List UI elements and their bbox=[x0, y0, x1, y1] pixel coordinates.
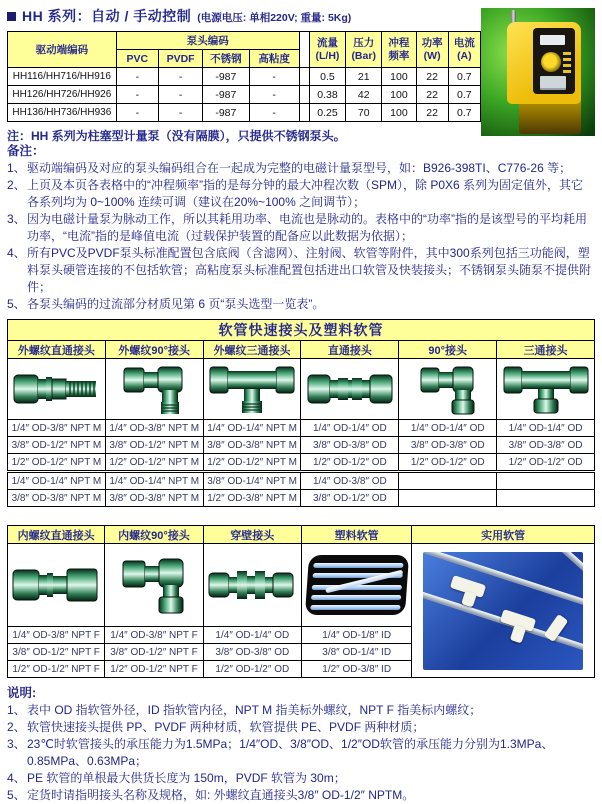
col-header-drive-code: 驱动端编码 bbox=[8, 32, 117, 68]
male-elbow-fitting-image bbox=[107, 360, 202, 418]
female-straight-fitting-image bbox=[9, 545, 103, 625]
list-item: 3、 23℃时软管接头的承压能力为1.5MPa；1/4″OD、3/8″OD、1/2″OD软管的承压能力分别为1.3MPa、0.85MPa、0.63MPa； bbox=[7, 737, 554, 769]
table-row: 3/8″ OD-3/8″ NPT M 3/8″ OD-3/8″ NPT M 1/2″ OD-3/8″ NPT M 3/8″ OD-1/2″ OD bbox=[8, 490, 595, 507]
pvc-cell: - bbox=[116, 86, 158, 104]
col-header-plastic-tubing: 塑料软管 bbox=[301, 526, 411, 544]
notes-section bbox=[7, 683, 595, 804]
col-header-power: 功率 (W) bbox=[416, 32, 448, 68]
pump-lcd-display bbox=[540, 35, 565, 45]
viscosity-cell: - bbox=[249, 104, 299, 122]
spm-cell: 100 bbox=[382, 68, 416, 86]
drive-code-cell: HH126/HH726/HH926 bbox=[8, 86, 117, 104]
stainless-cell: -987 bbox=[203, 68, 249, 86]
pvc-cell: - bbox=[116, 104, 158, 122]
col-header-pvc: PVC bbox=[116, 50, 158, 68]
col-header-union-tee: 三通接头 bbox=[497, 341, 595, 359]
col-header-pressure: 压力 (Bar) bbox=[346, 32, 382, 68]
spm-cell: 100 bbox=[382, 104, 416, 122]
spacer-cell bbox=[299, 68, 309, 86]
list-item: 2、 软管快速接头提供 PP、PVDF 两种材质，软管提供 PE、PVDF 两种材质； bbox=[7, 720, 425, 735]
list-item: 4、 PE 软管的单根最大供货长度为 150m，PVDF 软管为 30m； bbox=[7, 771, 346, 786]
remarks-section bbox=[7, 141, 595, 313]
fittings-table-2 bbox=[7, 525, 595, 678]
col-header-male-elbow: 外螺纹90°接头 bbox=[105, 341, 203, 359]
female-elbow-fitting-image bbox=[106, 545, 201, 625]
power-cell: 22 bbox=[416, 68, 448, 86]
table-row bbox=[8, 68, 481, 86]
fittings1-header-row bbox=[8, 341, 595, 359]
fittings2-image-row bbox=[8, 544, 595, 627]
list-item: 5、 定货时请指明接头名称及规格，如: 外螺纹直通接头3/8″ OD-1/2″ NPTM。 bbox=[7, 788, 415, 803]
table-row: 1/4″ OD-1/4″ NPT M 1/4″ OD-1/4″ NPT M 3/8″ OD-1/4″ NPT M 1/4″ OD-3/8″ OD bbox=[8, 472, 595, 490]
drive-code-cell: HH136/HH736/HH936 bbox=[8, 104, 117, 122]
remarks-title: 备注： bbox=[7, 144, 45, 158]
spec-header-row-1 bbox=[8, 32, 481, 50]
col-header-tubing-application: 实用软管 bbox=[412, 526, 595, 544]
col-header-male-tee: 外螺纹三通接头 bbox=[203, 341, 301, 359]
flow-cell: 0.5 bbox=[309, 68, 345, 86]
fittings-banner: 软管快速接头及塑料软管 bbox=[8, 320, 595, 341]
col-header-flow: 流量 (L/H) bbox=[309, 32, 345, 68]
table-row: 1/4″ OD-3/8″ NPT M 1/4″ OD-3/8″ NPT M 1/4″ OD-1/4″ NPT M 1/4″ OD-1/4″ OD 1/4″ OD-1/4″ OD 1/4″ OD-1/4″ OD bbox=[8, 420, 595, 437]
section-title bbox=[7, 6, 481, 26]
current-cell: 0.7 bbox=[448, 86, 480, 104]
table-row: 3/8″ OD-1/2″ NPT F 3/8″ OD-1/2″ NPT F 3/8″ OD-3/8″ OD 3/8″ OD-1/4″ ID bbox=[8, 644, 595, 661]
stainless-cell: -987 bbox=[203, 86, 249, 104]
pump-panel-markings bbox=[563, 52, 571, 74]
current-cell: 0.7 bbox=[448, 104, 480, 122]
table-row: 1/2″ OD-1/2″ NPT F 1/2″ OD-1/2″ NPT F 1/2″ OD-1/2″ OD 1/2″ OD-3/8″ ID bbox=[8, 661, 595, 678]
col-header-female-elbow: 内螺纹90°接头 bbox=[105, 526, 203, 544]
pressure-cell: 21 bbox=[346, 68, 382, 86]
table-row bbox=[8, 104, 481, 122]
list-item: 5、 各泵头编码的过流部分材质见第 6 页“泵头选型一览表”。 bbox=[7, 297, 325, 312]
col-header-pvdf: PVDF bbox=[158, 50, 202, 68]
spacer-cell bbox=[299, 86, 309, 104]
viscosity-cell: - bbox=[249, 86, 299, 104]
fittings2-header-row bbox=[8, 526, 595, 544]
page-title: HH 系列：自动 / 手动控制 bbox=[22, 8, 192, 24]
pressure-cell: 42 bbox=[346, 86, 382, 104]
viscosity-cell: - bbox=[249, 68, 299, 86]
list-item: 2、 上页及本页各表格中的“冲程频率”指的是每分钟的最大冲程次数（SPM），除 P0X6 系列为固定值外，其它各系列均为 0~100% 连续可调（建议在20%~100% 之间调节）； bbox=[7, 178, 584, 210]
table-row: 1/2″ OD-1/2″ NPT M 1/2″ OD-1/2″ NPT M 1/2″ OD-1/2″ NPT M 1/2″ OD-1/2″ OD 1/2″ OD-1/2″ OD 1/2″ OD-1/2″ OD bbox=[8, 454, 595, 472]
flow-cell: 0.38 bbox=[309, 86, 345, 104]
pump-product-photo bbox=[481, 8, 595, 136]
bulkhead-fitting-image bbox=[205, 545, 300, 625]
col-header-stainless: 不锈钢 bbox=[203, 50, 249, 68]
male-tee-fitting-image bbox=[205, 360, 300, 418]
list-item: 4、 所有PVC及PVDF泵头标准配置包含底阀（含滤网）、注射阀、软管等附件，其中300系列包括三功能阀，塑料泵头硬管连接的不包括软管；高粘度泵头标准配置包括进出口软管及快装接头；不锈钢泵头随泵不提供附件； bbox=[7, 246, 592, 295]
table-row bbox=[8, 86, 481, 104]
col-header-bulkhead: 穿壁接头 bbox=[203, 526, 301, 544]
union-straight-fitting-image bbox=[302, 360, 397, 418]
stainless-cell: -987 bbox=[203, 104, 249, 122]
pvc-cell: - bbox=[116, 68, 158, 86]
list-item: 3、 因为电磁计量泵为脉动工作，所以其耗用功率、电流也是脉动的。表格中的“功率”指的是该型号的平均耗用功率，“电流”指的是峰值电流（过载保护装置的配备应以此数据为依据）； bbox=[7, 212, 587, 244]
notes-title: 说明: bbox=[7, 686, 37, 701]
pvdf-cell: - bbox=[158, 104, 202, 122]
tubing-application-photo bbox=[413, 552, 593, 670]
power-cell: 22 bbox=[416, 104, 448, 122]
top-section bbox=[7, 6, 595, 143]
col-header-current: 电流 (A) bbox=[448, 32, 480, 68]
col-header-union-straight: 直通接头 bbox=[301, 341, 399, 359]
spec-table bbox=[7, 31, 481, 122]
union-elbow-fitting-image bbox=[400, 360, 495, 418]
col-header-male-straight: 外螺纹直通接头 bbox=[8, 341, 106, 359]
col-header-female-straight: 内螺纹直通接头 bbox=[8, 526, 105, 544]
power-cell: 22 bbox=[416, 86, 448, 104]
table-row: 3/8″ OD-1/2″ NPT M 3/8″ OD-1/2″ NPT M 3/8″ OD-3/8″ NPT M 3/8″ OD-3/8″ OD 3/8″ OD-3/8″ OD 3/8″ OD-3/8″ OD bbox=[8, 437, 595, 454]
flow-cell: 0.25 bbox=[309, 104, 345, 122]
union-tee-fitting-image bbox=[498, 360, 593, 418]
list-item: 1、 驱动端编码及对应的泵头编码组合在一起成为完整的电磁计量泵型号，如：B926-398TI、C776-26 等； bbox=[7, 161, 572, 175]
pvdf-cell: - bbox=[158, 86, 202, 104]
pump-label bbox=[540, 76, 566, 88]
col-header-union-elbow: 90°接头 bbox=[399, 341, 497, 359]
pump-dial-knob bbox=[541, 52, 561, 72]
col-header-stroke-rate: 冲程 频率 bbox=[382, 32, 416, 68]
col-header-high-viscosity: 高粘度 bbox=[249, 50, 299, 68]
table-row: 1/4″ OD-3/8″ NPT F 1/4″ OD-3/8″ NPT F 1/4″ OD-1/4″ OD 1/4″ OD-1/8″ ID bbox=[8, 627, 595, 644]
col-header-pump-head-group: 泵头编码 bbox=[116, 32, 299, 50]
pump-control-panel bbox=[533, 28, 575, 94]
page-title-suffix: (电源电压: 单相220V; 重量: 5Kg) bbox=[197, 12, 352, 24]
pvdf-cell: - bbox=[158, 68, 202, 86]
spec-note: 注：HH 系列为柱塞型计量泵（没有隔膜），只提供不锈钢泵头。 bbox=[7, 129, 346, 143]
square-bullet-icon bbox=[7, 12, 16, 21]
fittings-table-1 bbox=[7, 319, 595, 507]
drive-code-cell: HH116/HH716/HH916 bbox=[8, 68, 117, 86]
current-cell: 0.7 bbox=[448, 68, 480, 86]
spacer-cell bbox=[299, 104, 309, 122]
pressure-cell: 70 bbox=[346, 104, 382, 122]
male-straight-fitting-image bbox=[9, 360, 104, 418]
spec-section bbox=[7, 6, 481, 144]
plastic-tubing-coil-image bbox=[303, 545, 410, 625]
spacer-column bbox=[299, 32, 309, 68]
fittings1-image-row bbox=[8, 359, 595, 420]
spm-cell: 100 bbox=[382, 86, 416, 104]
list-item: 1、 表中 OD 指软管外径，ID 指软管内径，NPT M 指美标外螺纹，NPT F 指美标内螺纹； bbox=[7, 703, 482, 718]
